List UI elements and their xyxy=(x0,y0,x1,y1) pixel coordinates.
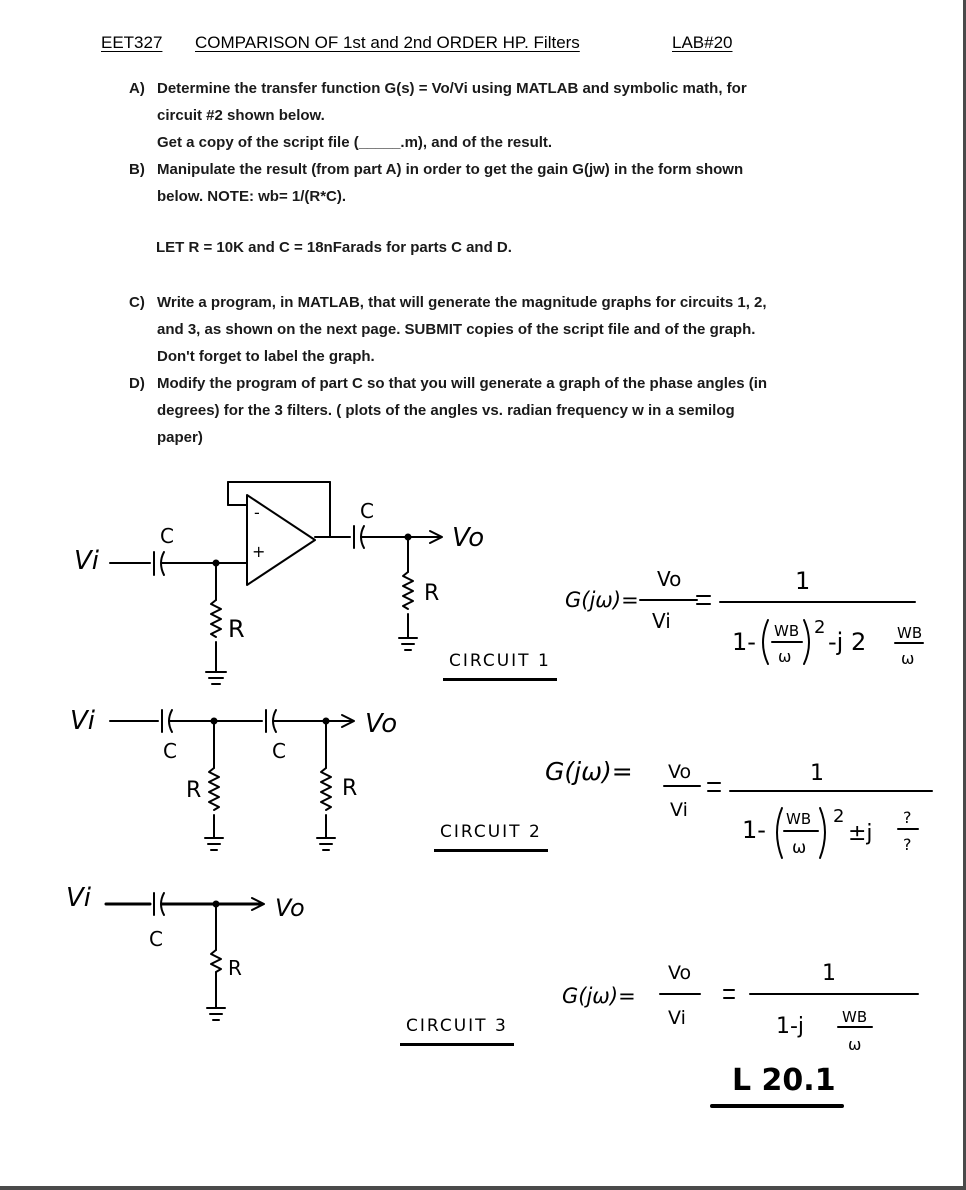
eq2-one-minus: 1- xyxy=(742,816,766,844)
eq1-w: ω xyxy=(778,647,792,666)
circuit-1-label: CIRCUIT 1 xyxy=(449,651,551,671)
c2-r1-label: R xyxy=(186,778,202,803)
c2-vo-label: Vo xyxy=(365,709,398,739)
part-c-label: C) xyxy=(129,294,145,311)
eq1-frac-w: ω xyxy=(901,649,915,668)
c1-vo-label: Vo xyxy=(452,523,485,553)
eq2-wb: WB xyxy=(786,810,812,828)
c1-r1-label: R xyxy=(228,615,245,643)
part-d-label: D) xyxy=(129,375,145,392)
part-a-line1: Determine the transfer function G(s) = Vo/Vi using MATLAB and symbolic math, for xyxy=(157,80,747,97)
equation-2 xyxy=(545,757,932,858)
circuit-3-label: CIRCUIT 3 xyxy=(406,1016,508,1036)
part-d-line3: paper) xyxy=(157,429,203,446)
part-c-line1: Write a program, in MATLAB, that will generate the magnitude graphs for circuits 1, 2, xyxy=(157,294,767,311)
eq2-vo: Vo xyxy=(668,761,692,783)
part-d-line2: degrees) for the 3 filters. ( plots of the angles vs. radian frequency w in a semilog xyxy=(157,402,735,419)
eq1-vi: Vi xyxy=(652,609,671,633)
equation-1 xyxy=(565,567,923,668)
svg-text:+: + xyxy=(252,542,266,561)
c2-vi-label: Vi xyxy=(70,706,96,736)
c2-cap2-label: C xyxy=(272,739,286,763)
eq2-tail: ±j xyxy=(848,821,873,846)
eq1-tail: -j 2 xyxy=(828,628,867,656)
lab-title: COMPARISON OF 1st and 2nd ORDER HP. Filters xyxy=(195,33,580,52)
component-values: LET R = 10K and C = 18nFarads for parts C and D. xyxy=(156,239,512,256)
page-stamp: L 20.1 xyxy=(732,1063,836,1098)
eq3-vi: Vi xyxy=(668,1007,686,1029)
c2-r2-label: R xyxy=(342,776,358,801)
eq2-w: ω xyxy=(792,838,807,858)
equation-3 xyxy=(562,961,918,1054)
eq2-lhs: G(jω)= xyxy=(545,757,633,786)
c3-r-label: R xyxy=(228,956,242,980)
c3-vo-label: Vo xyxy=(275,894,305,922)
eq1-num: 1 xyxy=(795,567,811,595)
eq3-w: ω xyxy=(848,1035,862,1054)
eq2-vi: Vi xyxy=(670,799,688,821)
eq3-num: 1 xyxy=(822,961,836,986)
eq1-exp: 2 xyxy=(814,617,826,638)
eq1-one-minus: 1- xyxy=(732,628,756,656)
part-a-line2: circuit #2 shown below. xyxy=(157,107,325,124)
eq1-wb: WB xyxy=(774,622,800,640)
c2-cap1-label: C xyxy=(163,739,177,763)
svg-text:-: - xyxy=(254,503,260,522)
part-b-line2: below. NOTE: wb= 1/(R*C). xyxy=(157,188,347,205)
part-b-line1: Manipulate the result (from part A) in order to get the gain G(jw) in the form shown xyxy=(157,161,744,178)
eq3-lhs: G(jω)= xyxy=(562,984,636,1008)
eq3-den: 1-j xyxy=(776,1014,805,1039)
c1-cap2-label: C xyxy=(360,499,374,523)
c3-vi-label: Vi xyxy=(66,883,92,913)
c1-cap-label: C xyxy=(160,524,174,548)
c1-r2-label: R xyxy=(424,581,440,606)
c1-vi-label: Vi xyxy=(74,546,100,576)
c3-cap-label: C xyxy=(149,927,163,951)
circuit-2-label: CIRCUIT 2 xyxy=(440,822,542,842)
eq3-wb: WB xyxy=(842,1008,868,1026)
lab-number: LAB#20 xyxy=(672,33,733,52)
eq2-num: 1 xyxy=(810,761,824,786)
circuit-3-schematic xyxy=(66,883,305,1020)
eq3-vo: Vo xyxy=(668,962,692,984)
part-a-label: A) xyxy=(129,80,145,97)
eq2-q-bottom: ? xyxy=(903,835,912,854)
eq2-exp: 2 xyxy=(833,806,845,827)
eq1-vo: Vo xyxy=(657,567,682,591)
circuit-2-schematic xyxy=(70,706,397,850)
part-d-line1: Modify the program of part C so that you will generate a graph of the phase angles (in xyxy=(157,375,768,392)
eq2-q-top: ? xyxy=(903,808,912,827)
circuit-1-schematic xyxy=(74,482,484,684)
course-code: EET327 xyxy=(101,33,163,52)
part-b-label: B) xyxy=(129,161,145,178)
eq1-lhs: G(jω)= xyxy=(565,588,639,612)
eq1-frac-wb: WB xyxy=(897,624,923,642)
part-a-line3: Get a copy of the script file (_____.m), and of the result. xyxy=(157,134,553,151)
part-c-line2: and 3, as shown on the next page. SUBMIT copies of the script file and of the graph. xyxy=(157,321,756,338)
part-c-line3: Don't forget to label the graph. xyxy=(157,348,375,365)
